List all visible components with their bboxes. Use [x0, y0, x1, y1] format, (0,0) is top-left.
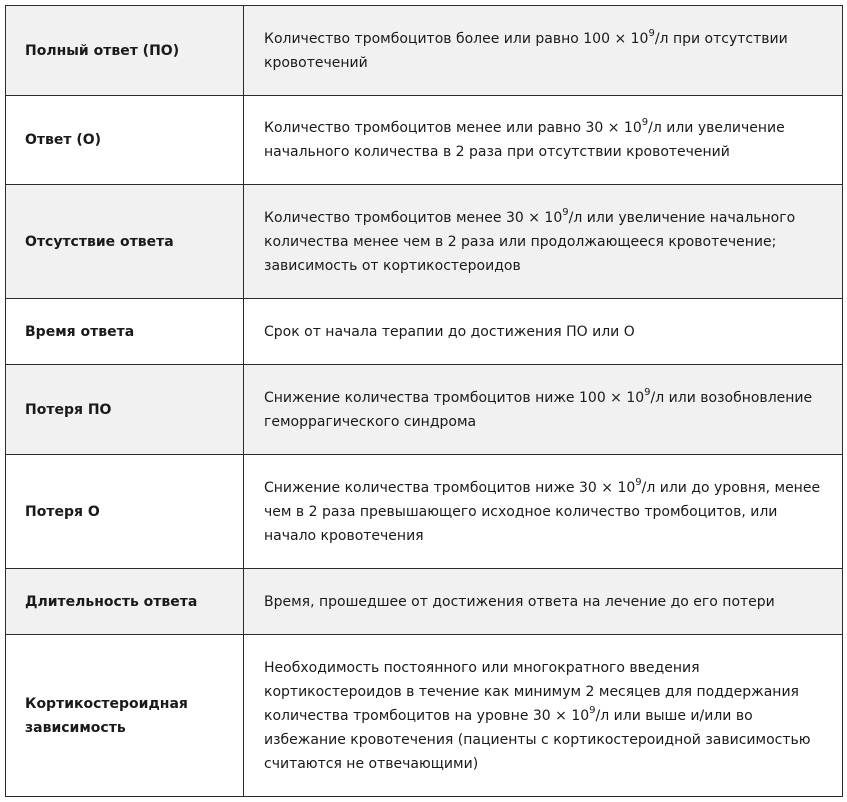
- term-cell: Длительность ответа: [6, 569, 244, 635]
- table-row: [6, 455, 843, 569]
- definition-text: Количество тромбоцитов менее или равно 30 × 10: [264, 120, 642, 136]
- definition-text-cont: /л или выше и/или во избежание кровотечения (пациенты с кортикостероидной зависимостью считаются не отвечающими): [264, 707, 811, 772]
- definition-text: Время, прошедшее от достижения ответа на лечение до его потери: [264, 593, 775, 610]
- definition-text: Необходимость постоянного или многократного введения кортикостероидов в течение как минимум 2 месяцев для поддержания количества тромбоцитов на уровне 30 × 10: [264, 659, 799, 724]
- definition-cell: [244, 299, 843, 365]
- definition-text: Снижение количества тромбоцитов ниже 30 × 10: [264, 479, 636, 496]
- table-row: [6, 635, 843, 797]
- exponent: 9: [641, 117, 649, 129]
- definition-cell: [244, 185, 843, 299]
- definition-text-cont: /л или увеличение начального количества в 2 раза при отсутствии кровотечений: [264, 120, 785, 160]
- definition-cell: [244, 96, 843, 185]
- term-cell: Отсутствие ответа: [6, 185, 244, 299]
- definition-text: Срок от начала терапии до достижения ПО или О: [264, 323, 635, 340]
- definition-text: Количество тромбоцитов менее 30 × 10: [264, 209, 563, 226]
- definition-cell: [244, 569, 843, 635]
- definition-cell: [244, 455, 843, 569]
- definition-cell: [244, 6, 843, 96]
- exponent: 9: [635, 476, 642, 488]
- definition-text-cont: /л или до уровня, менее чем в 2 раза превышающего исходное количество тромбоцитов, или начало кровотечения: [264, 479, 821, 544]
- term-cell: Потеря О: [6, 455, 244, 569]
- definition-text-cont: /л или возобновление геморрагического синдрома: [264, 389, 813, 430]
- term-cell: Время ответа: [6, 299, 244, 365]
- definition-cell: [244, 365, 843, 455]
- term-cell: Кортикостероидная зависимость: [6, 635, 244, 797]
- term-cell: Ответ (О): [6, 96, 244, 185]
- definition-text: Снижение количества тромбоцитов ниже 100 × 10: [264, 389, 645, 406]
- exponent: 9: [562, 206, 569, 218]
- table-row: [6, 299, 843, 365]
- definition-text-cont: /л при отсутствии кровотечений: [264, 30, 788, 71]
- table-row: [6, 96, 843, 185]
- exponent: 9: [648, 27, 655, 39]
- exponent: 9: [644, 386, 651, 398]
- term-cell: Потеря ПО: [6, 365, 244, 455]
- table-row: [6, 6, 843, 96]
- exponent: 9: [589, 704, 596, 716]
- term-cell: Полный ответ (ПО): [6, 6, 244, 96]
- definition-text: Количество тромбоцитов более или равно 100 × 10: [264, 30, 649, 47]
- table-row: [6, 569, 843, 635]
- table-row: [6, 365, 843, 455]
- table-row: [6, 185, 843, 299]
- definition-text-cont: /л или увеличение начального количества менее чем в 2 раза или продолжающееся кровотечение; зависимость от кортикостероидов: [264, 209, 796, 274]
- definition-cell: [244, 635, 843, 797]
- response-criteria-table: [5, 5, 843, 797]
